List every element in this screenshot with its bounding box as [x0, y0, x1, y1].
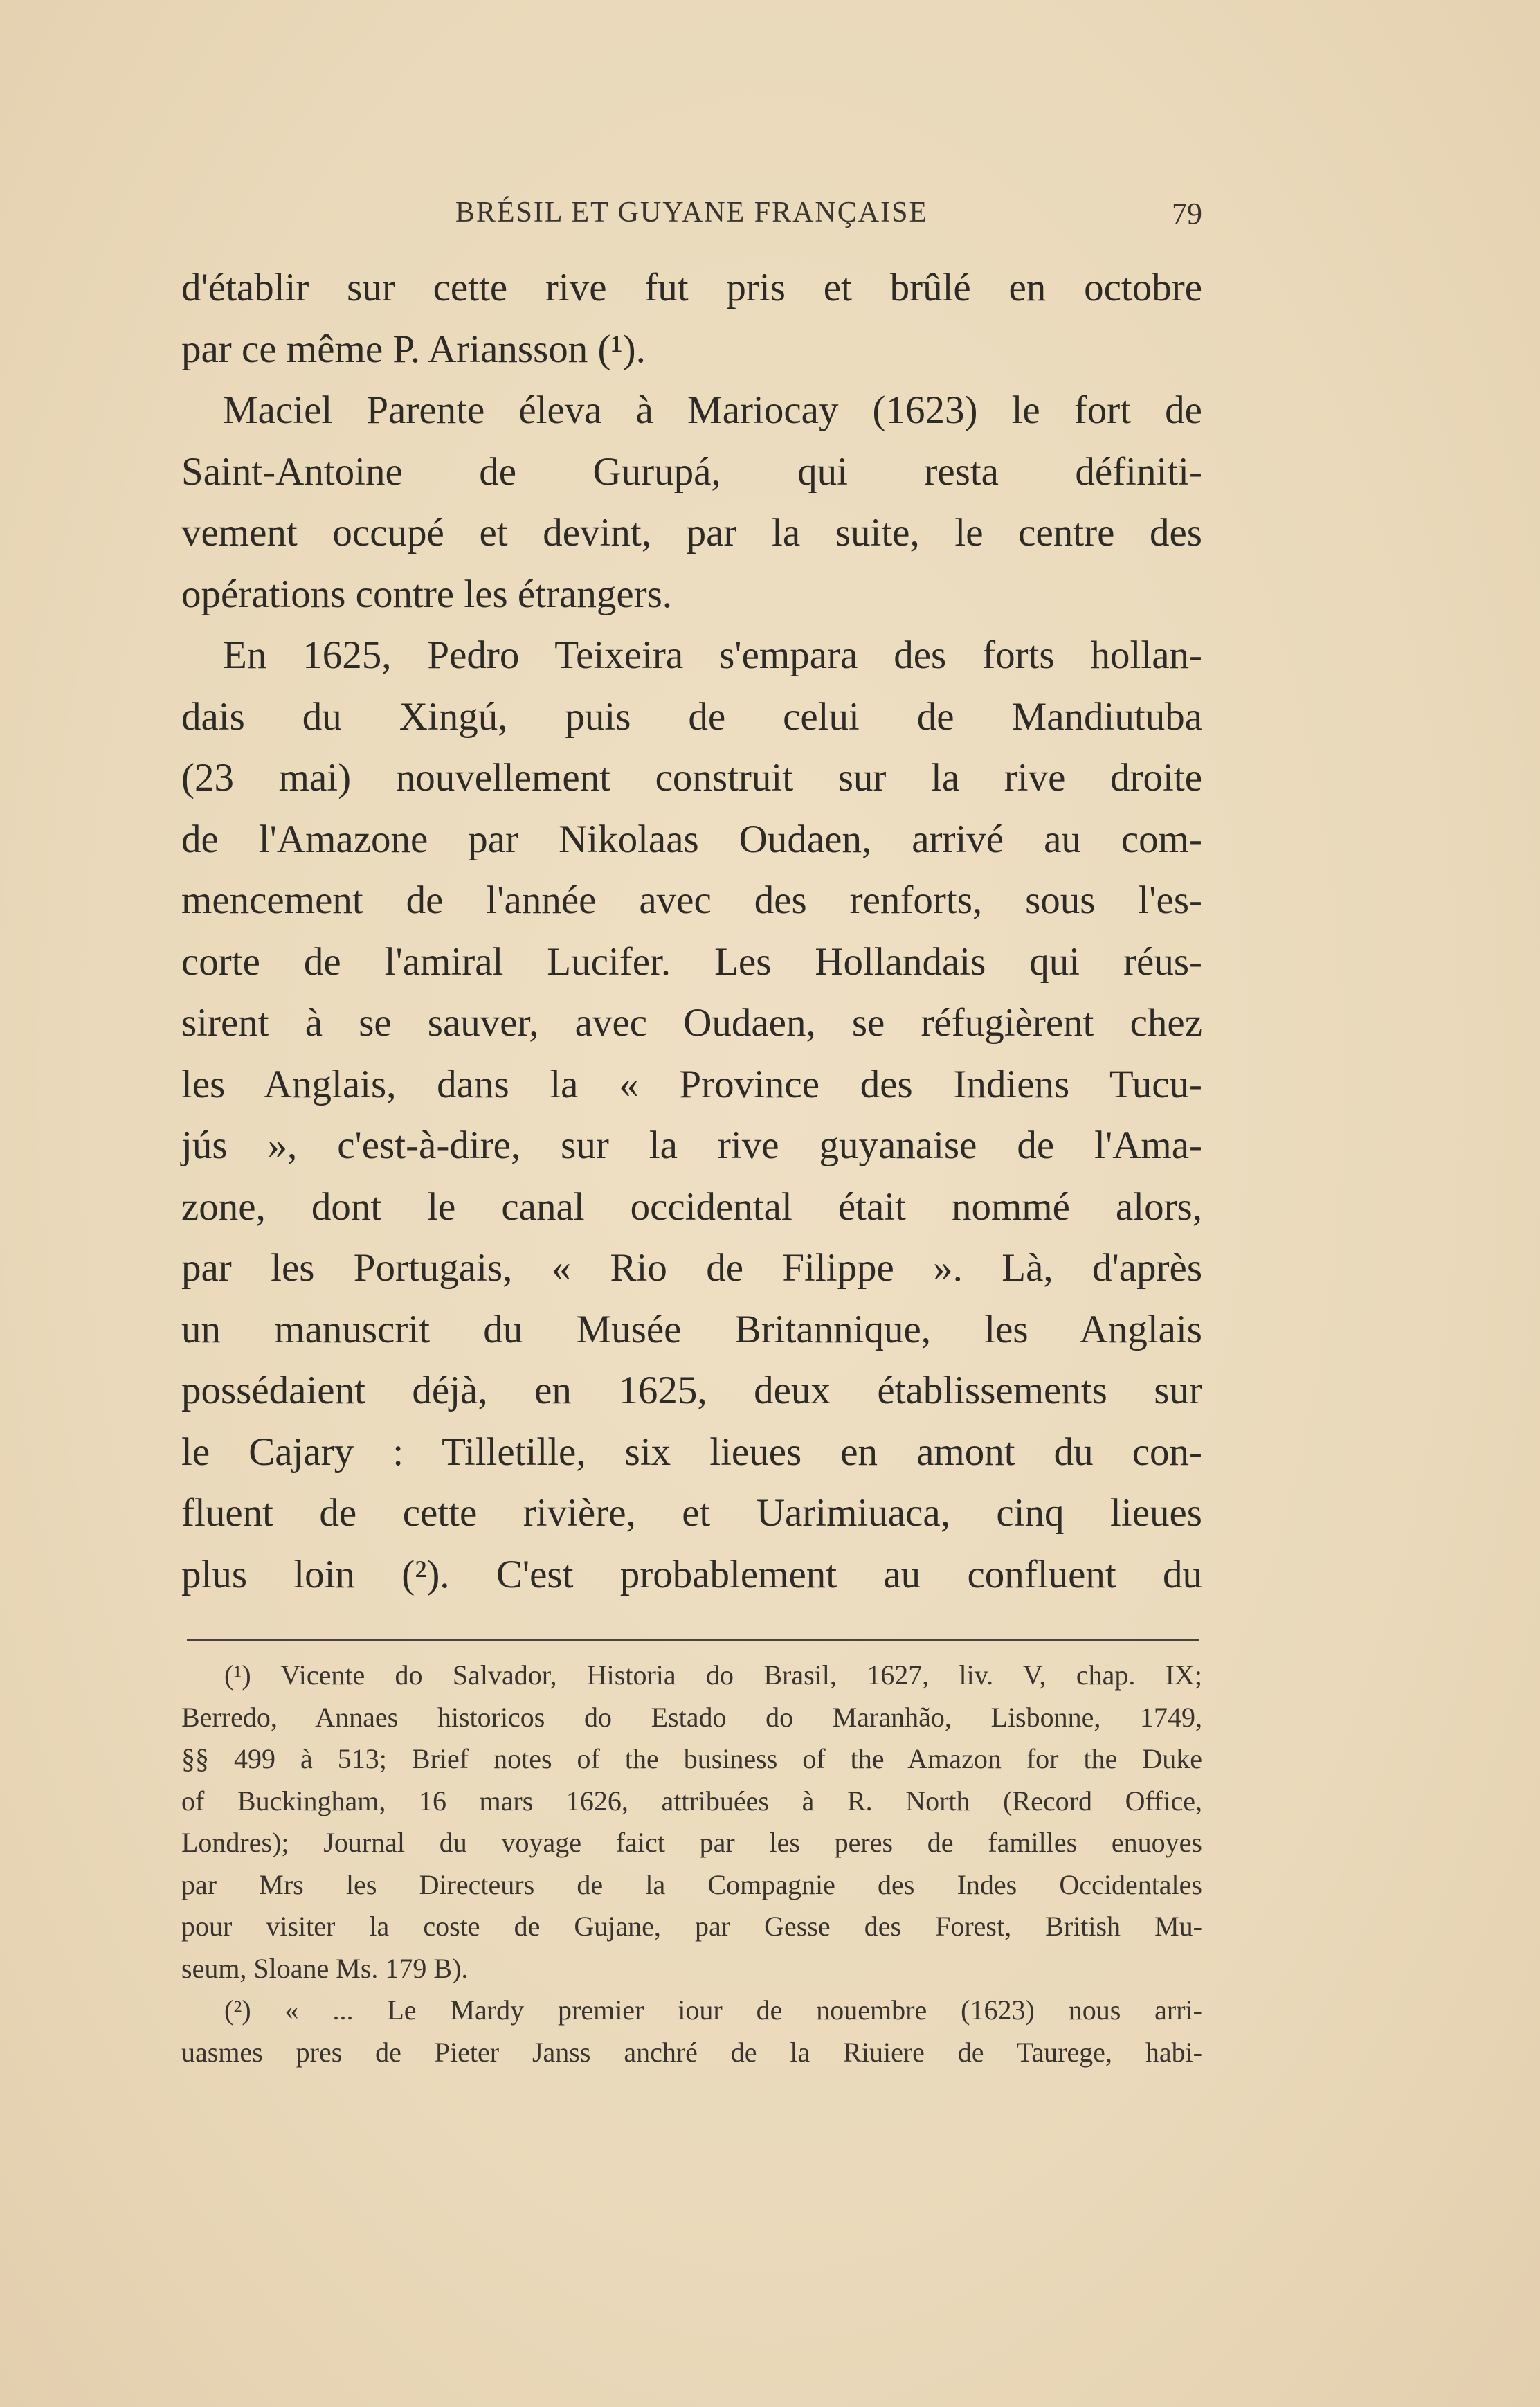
- body-line: corte de l'amiral Lucifer. Les Hollandais qui réus-: [181, 939, 1202, 984]
- footnote-line: (¹) Vicente do Salvador, Historia do Brasil, 1627, liv. V, chap. IX;: [224, 1659, 1202, 1691]
- body-line: opérations contre les étrangers.: [181, 572, 673, 616]
- body-line: de l'Amazone par Nikolaas Oudaen, arrivé au com-: [181, 817, 1202, 861]
- footnote-divider: [187, 1639, 1199, 1641]
- body-line: Maciel Parente éleva à Mariocay (1623) le fort de: [223, 388, 1202, 432]
- body-line: sirent à se sauver, avec Oudaen, se réfugièrent chez: [181, 1001, 1202, 1045]
- body-line: par ce même P. Ariansson (¹).: [181, 327, 646, 371]
- footnote-line: Berredo, Annaes historicos do Estado do Maranhão, Lisbonne, 1749,: [181, 1701, 1202, 1733]
- footnote-line: uasmes pres de Pieter Janss anchré de la Riuiere de Taurege, habi-: [181, 2036, 1202, 2068]
- running-header: [181, 196, 1202, 237]
- body-line: dais du Xingú, puis de celui de Mandiutuba: [181, 694, 1202, 739]
- body-line: vement occupé et devint, par la suite, le centre des: [181, 511, 1202, 555]
- footnote-line: of Buckingham, 16 mars 1626, attribuées à R. North (Record Office,: [181, 1785, 1202, 1816]
- footnote-line: Londres); Journal du voyage faict par les peres de familles enuoyes: [181, 1827, 1202, 1858]
- page-number: 79: [1172, 197, 1202, 231]
- body-line: un manuscrit du Musée Britannique, les Anglais: [181, 1307, 1202, 1351]
- body-line: par les Portugais, « Rio de Filippe ». Là, d'après: [181, 1246, 1202, 1290]
- running-title: BRÉSIL ET GUYANE FRANÇAISE: [455, 197, 929, 228]
- footnote-line: par Mrs les Directeurs de la Compagnie des Indes Occidentales: [181, 1868, 1202, 1900]
- footnote-line: §§ 499 à 513; Brief notes of the business of the Amazon for the Duke: [181, 1743, 1202, 1774]
- body-line: jús », c'est-à-dire, sur la rive guyanaise de l'Ama-: [181, 1124, 1202, 1167]
- body-line: mencement de l'année avec des renforts, sous l'es-: [181, 878, 1202, 922]
- body-line: le Cajary : Tilletille, six lieues en amont du con-: [181, 1430, 1202, 1474]
- body-line: fluent de cette rivière, et Uarimiuaca, cinq lieues: [181, 1491, 1202, 1535]
- body-line: d'établir sur cette rive fut pris et brûlé en octobre: [181, 266, 1202, 309]
- body-line: plus loin (²). C'est probablement au confluent du: [181, 1552, 1202, 1596]
- footnote-line: pour visiter la coste de Gujane, par Gesse des Forest, British Mu-: [181, 1911, 1202, 1942]
- footnotes: [181, 1655, 1202, 2073]
- footnote-line: (²) « ... Le Mardy premier iour de nouembre (1623) nous arri-: [224, 1994, 1202, 2026]
- body-line: possédaient déjà, en 1625, deux établissements sur: [181, 1369, 1202, 1412]
- body-line: En 1625, Pedro Teixeira s'empara des forts hollan-: [223, 633, 1202, 677]
- body-line: (23 mai) nouvellement construit sur la rive droite: [181, 756, 1202, 800]
- body-line: zone, dont le canal occidental était nommé alors,: [181, 1184, 1202, 1229]
- footnote-line: seum, Sloane Ms. 179 B).: [181, 1952, 469, 1984]
- body-text: [181, 258, 1202, 1605]
- body-line: Saint-Antoine de Gurupá, qui resta définiti-: [181, 449, 1202, 494]
- body-line: les Anglais, dans la « Province des Indiens Tucu-: [181, 1062, 1202, 1106]
